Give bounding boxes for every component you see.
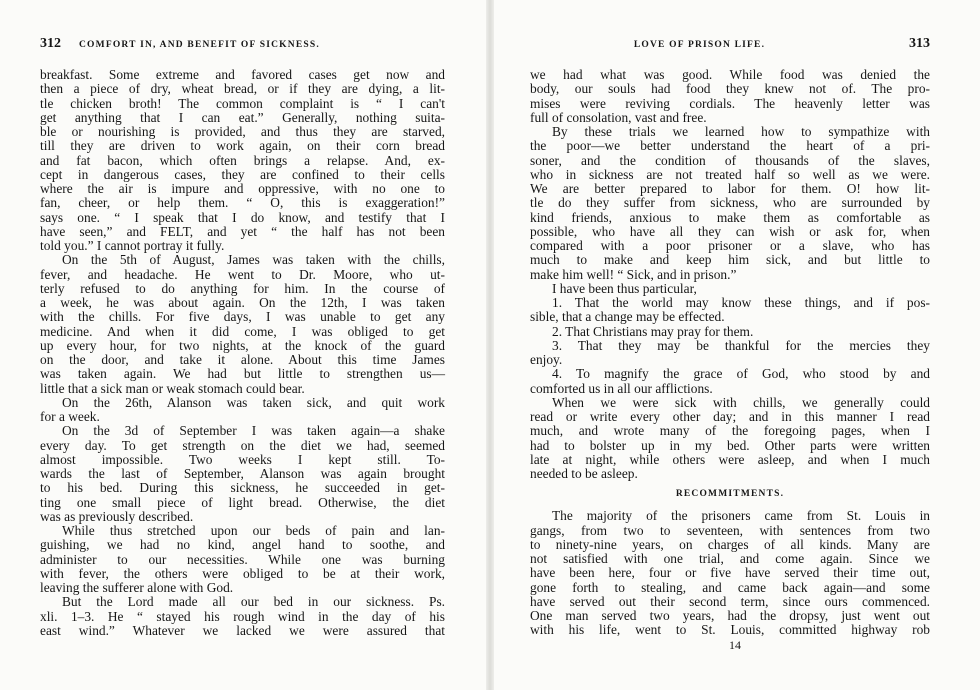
text-line: mises were reviving cordials. The heavenly letter was [530, 95, 930, 111]
text-line: terly refused to do anything for him. In the course of [40, 280, 445, 296]
text-line: The majority of the prisoners came from St. Louis in [552, 508, 930, 524]
text-line: But the Lord made all our bed in our sickness. Ps. [62, 594, 445, 610]
text-line: and fat bacon, which often brings a relapse. And, ex- [40, 152, 445, 168]
left-page-body [40, 68, 445, 638]
text-line: up every hour, for two nights, at the knock of the guard [40, 337, 445, 353]
text-line: administer to our necessities. While one was burning [40, 551, 445, 567]
text-line: ting one small piece of light bread. Otherwise, the diet [40, 494, 445, 510]
text-line: body, our souls had food they knew not of. The pro- [530, 81, 930, 97]
text-line: little that a sick man or weak stomach could bear. [40, 380, 305, 396]
text-line: not satisfied with one trial, and come again. Since we [530, 551, 930, 566]
page-number: 312 [40, 36, 61, 51]
left-page-header [40, 36, 445, 56]
text-line: By these trials we learned how to sympathize with [552, 124, 930, 139]
text-line: to ninety-nine years, on charges of all kinds. Many are [530, 536, 930, 552]
text-line: where the air is impure and oppressive, with no one to [40, 181, 445, 196]
text-line: was taken again. We had but little to strengthen us— [40, 366, 445, 382]
text-line: breakfast. Some extreme and favored cases get now and [40, 67, 445, 82]
text-line: When we were sick with chills, we generally could [552, 394, 930, 410]
text-line: leaving the sufferer alone with God. [40, 580, 234, 595]
text-line: much to make and keep him sick, and but little to [530, 252, 930, 268]
text-line: wards the last of September, Alanson was again brought [40, 466, 445, 481]
text-line: every day. To get strength on the diet we had, seemed [40, 437, 445, 453]
text-line: get anything that I can eat.” Generally, nothing suita- [40, 109, 445, 125]
text-line: make him well! “ Sick, and in prison.” [530, 266, 737, 282]
text-line: tle do they suffer from sickness, who are surrounded by [530, 195, 930, 211]
text-line: have been here, four or five have served their time out, [530, 565, 930, 581]
text-line: with his life, went to St. Louis, committed highway rob [530, 622, 930, 638]
text-line: comforted us in all our afflictions. [530, 380, 713, 396]
text-line: we had what was good. While food was denied the [530, 67, 930, 82]
text-line: late at night, while others were asleep, and when I much [530, 451, 930, 467]
text-line: We are better prepared to labor for them. O! how lit- [530, 181, 930, 196]
text-line: was as previously described. [40, 508, 194, 524]
text-line: soner, and the condition of thousands of the slaves, [530, 152, 930, 168]
text-line: on the door, and take it alone. About this time James [40, 352, 445, 367]
text-line: 4. To magnify the grace of God, who stood by and [552, 366, 930, 382]
text-line: 3. That they may be thankful for the mercies they [552, 337, 930, 353]
text-line: fan, cheer, or help them. “ O, this is exaggeration!” [40, 195, 445, 211]
text-line: have served out their second term, since ours commenced. [530, 593, 930, 609]
text-line: enjoy. [530, 352, 563, 367]
text-line: east wind.” Whatever we lacked we were assured that [40, 622, 445, 638]
text-line: tle chicken broth! The common complaint is “ I can't [40, 95, 445, 111]
signature-mark: 14 [729, 638, 741, 652]
right-page-body [530, 68, 930, 638]
text-line: possible, who have all they can wish or ask for, when [530, 223, 930, 239]
text-line: While thus stretched upon our beds of pain and lan- [62, 523, 445, 538]
running-head: LOVE OF PRISON LIFE. [633, 40, 766, 50]
text-line: with fever, the others were obliged to be at their work, [40, 565, 445, 581]
text-line: then a piece of dry, wheat bread, or if they are dying, a lit- [40, 81, 445, 97]
text-line: compared with a poor prisoner or a slave, who has [530, 238, 930, 253]
text-line: had to bolster up in my bed. Other parts were written [530, 437, 930, 453]
text-line: almost impossible. Two weeks I kept still. To- [40, 451, 445, 467]
text-line: with the chills. For five days, I was unable to get any [40, 309, 445, 325]
text-line: full of consolation, vast and free. [530, 109, 707, 125]
text-line: who in sickness are not treated half so well as we were. [530, 166, 930, 182]
text-line: read or write every other day; and in this manner I read [530, 409, 930, 424]
text-line: for a week. [40, 409, 100, 424]
text-line: ble or nourishing is provided, and thus they are starved, [40, 124, 445, 139]
section-heading: RECOMMITMENTS. [675, 489, 785, 500]
text-line: cept in dangerous cases, they are confined to their cells [40, 166, 445, 182]
text-line: One man served two years, had the dropsy, just went out [530, 608, 930, 623]
text-line: till they are driven to work again, on their corn bread [40, 138, 445, 154]
right-page [490, 0, 980, 690]
text-line: fever, and headache. He went to Dr. Moore, who ut- [40, 266, 445, 282]
right-body-part-1 [530, 68, 930, 481]
text-line: sible, that a change may be effected. [530, 309, 725, 325]
text-line: the poor—we better understand the heart of a pri- [530, 138, 930, 154]
text-line: xli. 1–3. He “ stayed his rough wind in the day of his [40, 608, 445, 624]
right-body-part-2 [530, 509, 930, 637]
text-line: I have been thus particular, [552, 280, 697, 296]
text-line: gone forth to stealing, and came back again—and some [530, 579, 930, 595]
text-line: gangs, from two to seventeen, with sentences from two [530, 522, 930, 538]
text-line: On the 26th, Alanson was taken sick, and quit work [62, 394, 445, 410]
text-line: medicine. And when it did come, I was obliged to get [40, 323, 445, 339]
text-line: have seen,” and FELT, and yet “ the half has not been [40, 223, 445, 239]
text-line: 1. That the world may know these things, and if pos- [552, 295, 930, 310]
text-line: told you.” I cannot portray it fully. [40, 238, 225, 253]
text-line: much, and wrote many of the foregoing pages, when I [530, 423, 930, 439]
text-line: On the 3d of September I was taken again—a shake [62, 423, 445, 439]
text-line: says one. “ I speak that I do know, and testify that I [40, 209, 445, 225]
right-page-header [530, 36, 930, 56]
text-line: guishing, we had no kind, angel hand to soothe, and [40, 537, 445, 553]
text-line: needed to be asleep. [530, 466, 638, 481]
text-line: to his bed. During this sickness, he succeeded in get- [40, 480, 445, 496]
text-line: On the 5th of August, James was taken with the chills, [62, 252, 445, 268]
text-line: a week, he was about again. On the 12th, I was taken [40, 295, 445, 310]
page-number: 313 [909, 36, 930, 51]
text-line: 2. That Christians may pray for them. [552, 323, 754, 339]
text-line: kind friends, anxious to make them as comfortable as [530, 209, 930, 225]
running-head: COMFORT IN, AND BENEFIT OF SICKNESS. [79, 40, 320, 50]
